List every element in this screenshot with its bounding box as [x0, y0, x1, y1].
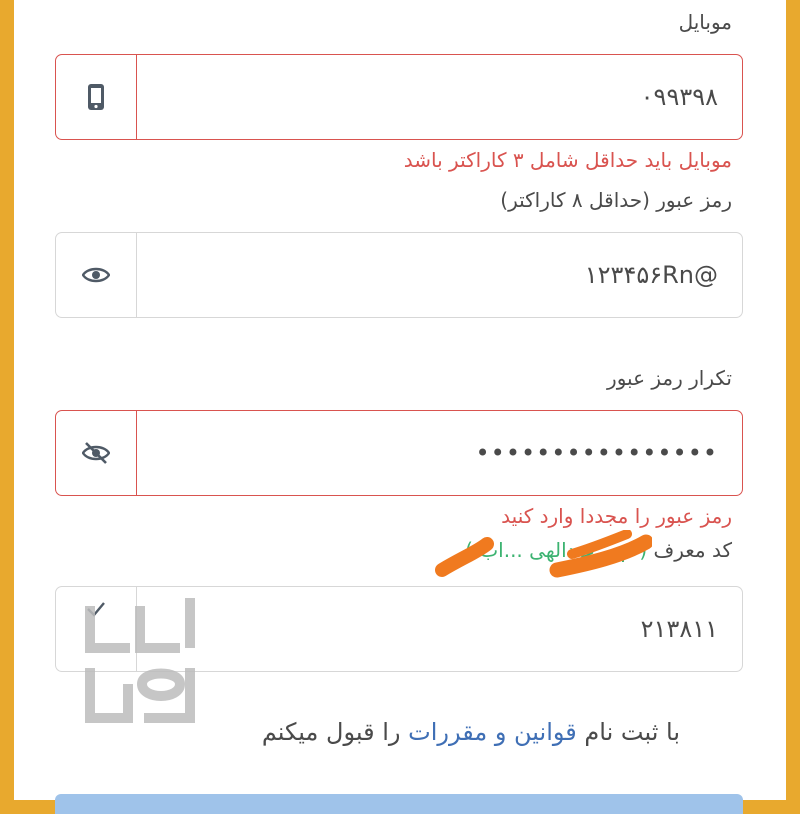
referrer-value: ۲۱۳۸۱۱: [640, 615, 718, 643]
mobile-phone-icon: [86, 83, 106, 111]
mobile-field[interactable]: [55, 54, 743, 140]
confirm-password-value: ••••••••••••••••: [475, 439, 718, 467]
eye-icon: [82, 265, 110, 285]
password-field[interactable]: [55, 232, 743, 318]
redaction-scribble: [422, 530, 652, 580]
confirm-password-label: تکرار رمز عبور: [607, 366, 732, 390]
mobile-error: موبایل باید حداقل شامل ۳ کاراکتر باشد: [403, 148, 732, 172]
watermark-logo: [80, 588, 220, 728]
mobile-value: ۰۹۹۳۹۸: [640, 83, 718, 111]
mobile-icon-cell: [56, 55, 137, 139]
registration-form: [14, 0, 786, 800]
confirm-password-error: رمز عبور را مجددا وارد کنید: [501, 504, 732, 528]
password-label: رمز عبور (حداقل ۸ کاراکتر): [500, 188, 732, 212]
referrer-name: ( م... عبدالهی ...اب ): [465, 538, 648, 562]
confirm-password-field[interactable]: [55, 410, 743, 496]
terms-prefix: با ثبت نام: [584, 718, 680, 746]
confirm-password-toggle[interactable]: [56, 411, 137, 495]
password-value: ۱۲۳۴۵۶Rn@: [584, 261, 718, 289]
mobile-label: موبایل: [678, 10, 732, 34]
referrer-label: کد معرف: [653, 538, 732, 562]
submit-button[interactable]: [55, 794, 743, 814]
eye-slash-icon: [82, 441, 110, 465]
terms-link[interactable]: قوانین و مقررات: [408, 718, 577, 746]
terms-text: [262, 718, 680, 746]
terms-suffix: را قبول میکنم: [261, 718, 401, 746]
password-toggle[interactable]: [56, 233, 137, 317]
